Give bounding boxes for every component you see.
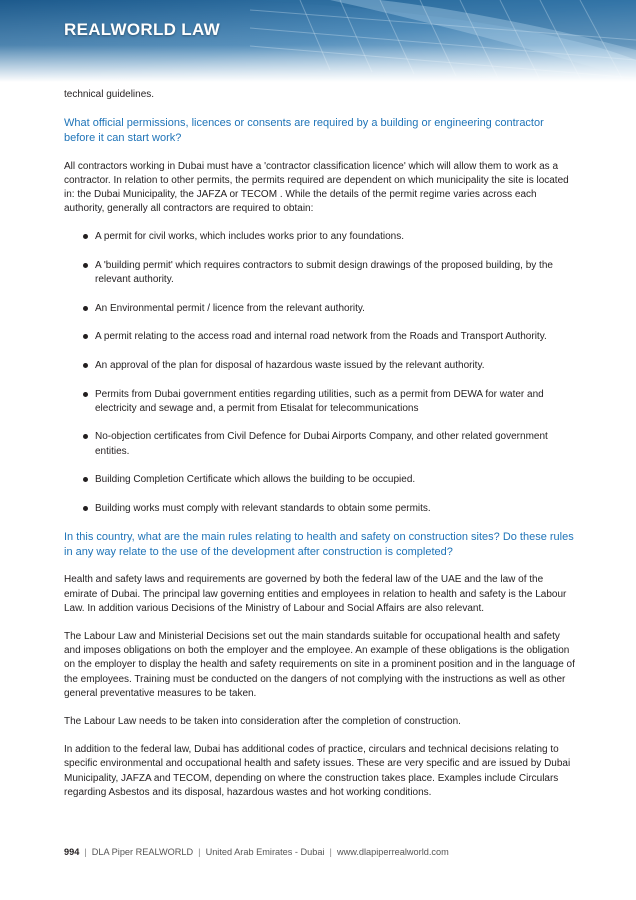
list-item	[95, 359, 576, 373]
footer-website-link[interactable]: www.dlapiperrealworld.com	[336, 847, 449, 857]
permit-list	[64, 230, 576, 516]
bullet-icon	[83, 477, 88, 482]
footer-separator: |	[329, 847, 332, 857]
bullet-icon	[83, 263, 88, 268]
bullet-icon	[83, 392, 88, 397]
list-item-text: A permit relating to the access road and internal road network from the Roads and Transport Authority.	[95, 331, 547, 343]
question-heading-health-safety: In this country, what are the main rules relating to health and safety on construction sites? Do these rules in any way relate to the use of the development after construction is completed?	[64, 530, 574, 559]
list-item	[95, 302, 576, 316]
bullet-icon	[83, 306, 88, 311]
bullet-icon	[83, 434, 88, 439]
list-item	[95, 230, 576, 244]
lead-text: technical guidelines.	[64, 89, 155, 100]
health-safety-paragraph: In addition to the federal law, Dubai has additional codes of practice, circulars and technical decisions relating to specific environmental and occupational health and safety issues. These are very specific and are issued by Dubai Municipality, JAFZA and TECOM, depending on where the construction takes place. Examples include Circulars regarding Asbestos and its disposal, hazardous wastes and hot working conditions.	[64, 744, 571, 798]
health-safety-paragraph: The Labour Law and Ministerial Decisions set out the main standards suitable for occupational health and safety and imposes obligations on both the employer and the employee. An example of these obligations is the obligation on the employer to display the health and safety requirements on site in a prominent position and in the language of the employees. Training must be conducted on the dangers of not complying with the instructions as well as other general preventative measures to be taken.	[64, 631, 575, 699]
footer-separator: |	[84, 847, 87, 857]
page-header-banner	[0, 0, 636, 82]
question-heading-permits: What official permissions, licences or consents are required by a building or engineering contractor before it can start work?	[64, 117, 544, 145]
building-photo-graphic	[0, 0, 636, 82]
brand-title: REALWORLD LAW	[64, 20, 220, 39]
list-item-text: An Environmental permit / licence from the relevant authority.	[95, 302, 365, 314]
bullet-icon	[83, 363, 88, 368]
page-footer	[64, 847, 584, 857]
list-item	[95, 388, 576, 416]
bullet-icon	[83, 506, 88, 511]
footer-publication: DLA Piper REALWORLD	[91, 847, 194, 857]
list-item	[95, 330, 576, 344]
bullet-icon	[83, 334, 88, 339]
list-item-text: Building works must comply with relevant standards to obtain some permits.	[95, 502, 431, 514]
health-safety-paragraph: Health and safety laws and requirements are governed by both the federal law of the UAE and the law of the emirate of Dubai. The principal law governing entities and employees in relation to health and safety is the Labour Law. In addition various Decisions of the Ministry of Labour and Social Affairs are also relevant.	[64, 574, 567, 614]
list-item	[95, 473, 576, 487]
footer-separator: |	[198, 847, 201, 857]
list-item	[95, 259, 576, 287]
footer-country: United Arab Emirates - Dubai	[205, 847, 325, 857]
list-item-text: A permit for civil works, which includes works prior to any foundations.	[95, 231, 405, 243]
page-number: 994	[64, 847, 80, 857]
list-item-text: No-objection certificates from Civil Defence for Dubai Airports Company, and other related government entities.	[95, 431, 548, 457]
main-content	[64, 88, 576, 814]
list-item-text: A 'building permit' which requires contractors to submit design drawings of the proposed building, by the relevant authority.	[95, 260, 553, 286]
list-item	[95, 502, 576, 516]
health-safety-paragraph: The Labour Law needs to be taken into consideration after the completion of construction.	[64, 716, 461, 728]
list-item-text: Building Completion Certificate which allows the building to be occupied.	[95, 474, 416, 486]
bullet-icon	[83, 234, 88, 239]
list-item	[95, 430, 576, 458]
list-item-text: An approval of the plan for disposal of hazardous waste issued by the relevant authority.	[95, 360, 485, 371]
list-item-text: Permits from Dubai government entities regarding utilities, such as a permit from DEWA for water and electricity and sewage and, a permit from Etisalat for telecommunications	[95, 388, 544, 414]
permits-intro-paragraph: All contractors working in Dubai must have a 'contractor classification licence' which will allow them to work as a contractor. In relation to other permits, the permits required are dependent on which municipality the site is located in: the Dubai Municipality, the JAFZA or TECOM . While the details of the permit regime varies across each authority, generally all contractors are required to obtain:	[64, 160, 569, 215]
